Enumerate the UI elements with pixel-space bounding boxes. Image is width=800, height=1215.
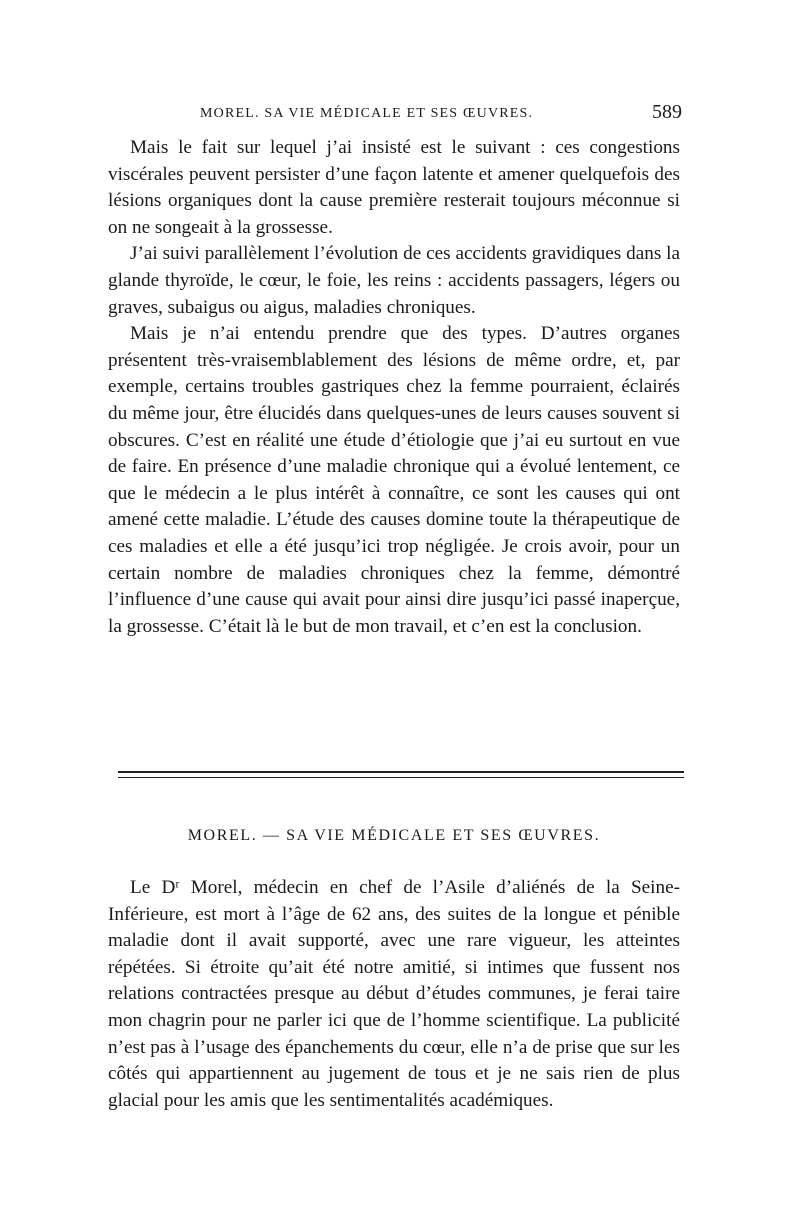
divider-rule-thick bbox=[118, 771, 684, 773]
section-title: MOREL. — SA VIE MÉDICALE ET SES ŒUVRES. bbox=[187, 827, 601, 844]
paragraph: J’ai suivi parallèlement l’évolution de ces accidents gravidiques dans la glande thyroïde, le cœur, le foie, les reins : accidents passagers, légers ou graves, subaigus ou aigus, maladies chroniques. bbox=[108, 243, 680, 318]
page-number: 589 bbox=[652, 101, 682, 123]
obituary-article bbox=[108, 875, 680, 1114]
paragraph: Mais le fait sur lequel j’ai insisté est le suivant : ces congestions viscérales peuvent persister d’une façon latente et amener quelquefois des lésions organiques dont la cause première resterait toujours méconnue si on ne songeait à la grossesse. bbox=[108, 137, 680, 238]
preceding-article-conclusion bbox=[108, 135, 680, 640]
running-title: MOREL. SA VIE MÉDICALE ET SES ŒUVRES. bbox=[200, 106, 534, 121]
paragraph: Le Dʳ Morel, médecin en chef de l’Asile d’aliénés de la Seine-Inférieure, est mort à l’âge de 62 ans, des suites de la longue et pénible maladie dont il avait supporté, avec une rare vigueur, les atteintes répétées. Si étroite qu’ait été notre amitié, si intimes que fussent nos relations contractées presque au début d’études communes, je ferai taire mon chagrin pour ne parler ici que de l’homme scientifique. La publicité n’est pas à l’usage des épanchements du cœur, elle n’a de prise que sur les côtés qui appartiennent au jugement de tous et je ne sais rien de plus glacial pour les amis que les sentimentalités académiques. bbox=[108, 877, 680, 1111]
divider-rule-thin bbox=[118, 777, 684, 778]
section-divider bbox=[118, 771, 684, 778]
paragraph: Mais je n’ai entendu prendre que des types. D’autres organes présentent très-vraisemblablement des lésions de même ordre, et, par exemple, certains troubles gastriques chez la femme pourraient, éclairés du même jour, être élucidés dans quelques-unes de leurs causes souvent si obscures. C’est en réalité une étude d’étiologie que j’ai eu surtout en vue de faire. En présence d’une maladie chronique qui a évolué lentement, ce que le médecin a le plus intérêt à connaître, ce sont les causes qui ont amené cette maladie. L’étude des causes domine toute la thérapeutique de ces maladies et elle a été jusqu’ici trop négligée. Je crois avoir, pour un certain nombre de maladies chroniques chez la femme, démontré l’influence d’une cause qui avait pour ainsi dire jusqu’ici passé inaperçue, la grossesse. C’était là le but de mon travail, et c’en est la conclusion. bbox=[108, 323, 680, 637]
